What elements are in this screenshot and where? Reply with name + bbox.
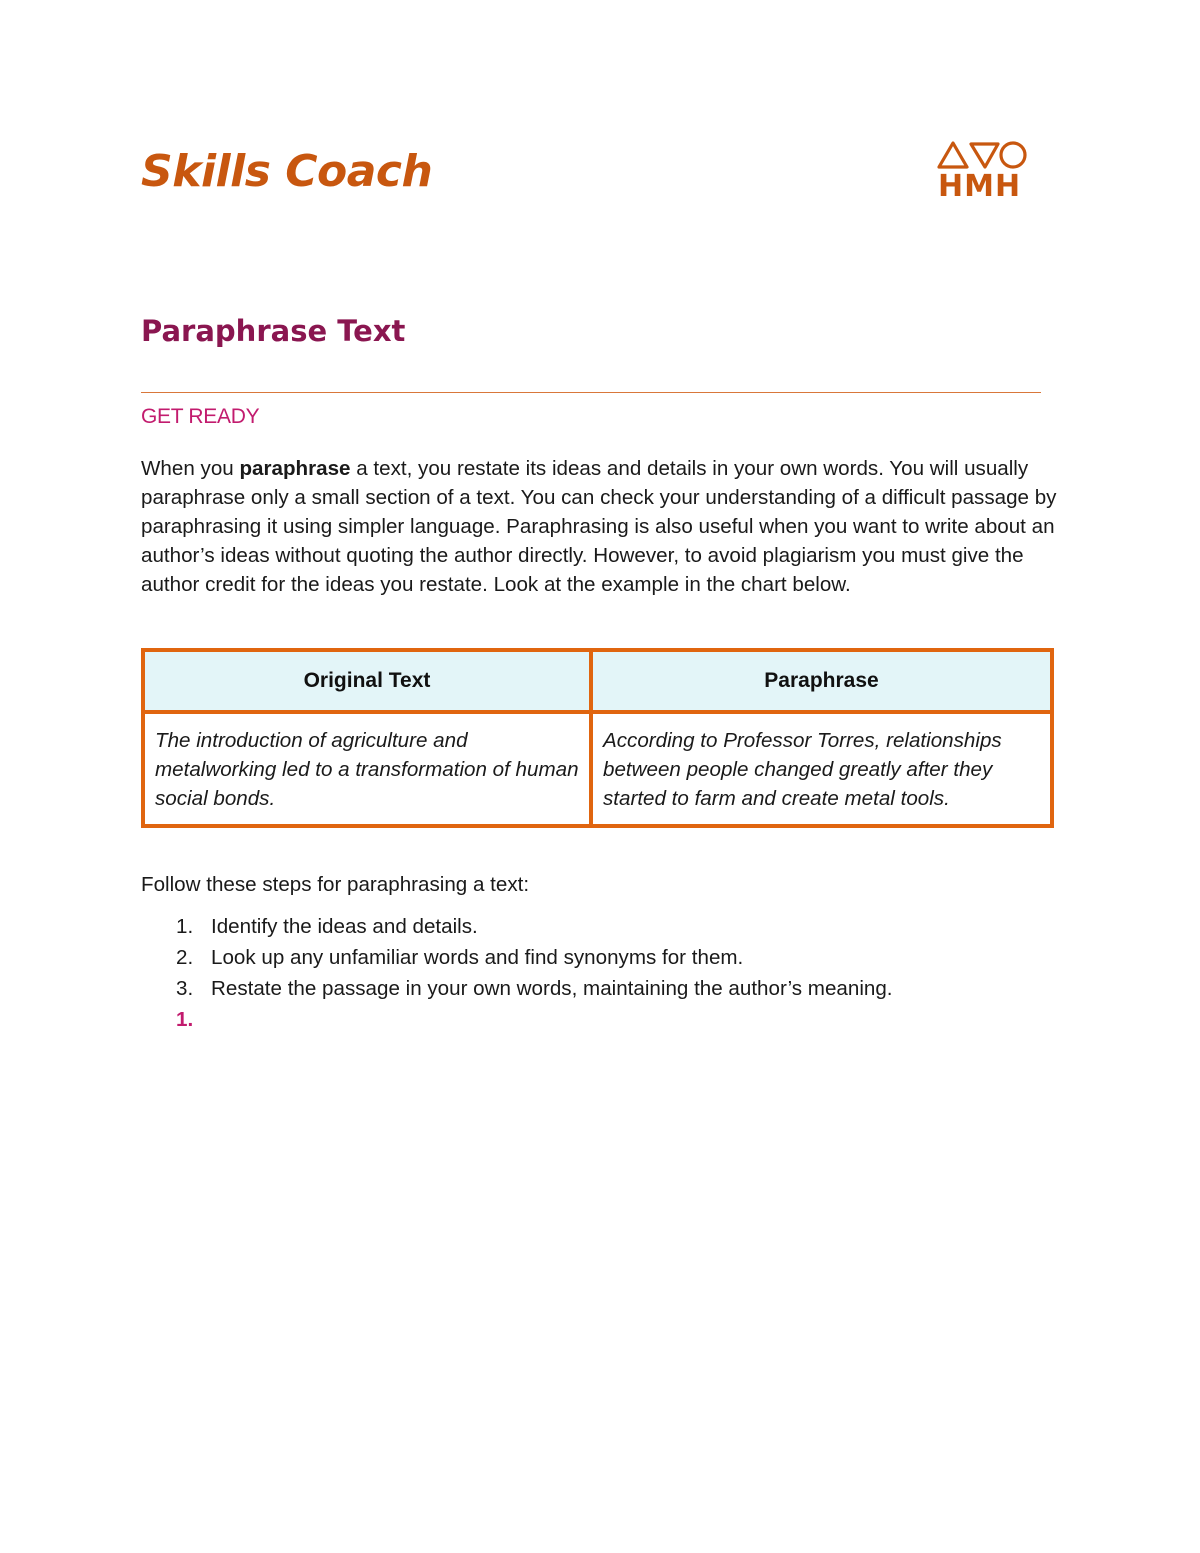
chart-cell-original: The introduction of agriculture and metalworking led to a transformation of human social bonds. xyxy=(143,712,591,826)
paraphrase-chart xyxy=(141,648,1054,828)
list-item-number: 1. xyxy=(176,915,194,938)
list-item xyxy=(176,911,893,942)
list-item-number: 1. xyxy=(176,1008,194,1031)
brand-title: Skills Coach xyxy=(141,146,433,197)
list-item xyxy=(176,973,893,1004)
get-ready-heading: GET READY xyxy=(141,405,260,428)
intro-text-before: When you xyxy=(141,457,240,480)
list-item-text: Identify the ideas and details. xyxy=(211,915,478,938)
list-item-number: 3. xyxy=(176,977,194,1000)
list-item-text: Restate the passage in your own words, maintaining the author’s meaning. xyxy=(211,977,893,1000)
logo-wordmark: HMH xyxy=(938,169,1022,204)
chart-cell-paraphrase: According to Professor Torres, relationships between people changed greatly after they started to farm and create metal tools. xyxy=(591,712,1052,826)
triangle-triangle-circle-icon xyxy=(936,140,1030,170)
steps-list xyxy=(176,911,893,1035)
chart-header-paraphrase: Paraphrase xyxy=(591,650,1052,712)
list-item-text: Look up any unfamiliar words and find synonyms for them. xyxy=(211,946,744,969)
chart-row xyxy=(143,712,1052,826)
intro-key-term: paraphrase xyxy=(239,457,351,480)
list-item xyxy=(176,1004,893,1035)
intro-paragraph xyxy=(141,455,1061,600)
intro-text-after: a text, you restate its ideas and details in your own words. You will usually paraphrase only a small section of a text. You can check your understanding of a difficult passage by paraphrasing it using simpler language. Paraphrasing is also useful when you want to write about an author’s ideas without quoting the author directly. However, to avoid plagiarism you must give the author credit for the ideas you restate. Look at the example in the chart below. xyxy=(141,457,1057,596)
steps-intro: Follow these steps for paraphrasing a text: xyxy=(141,873,530,896)
hmh-logo xyxy=(936,140,1030,206)
section-divider xyxy=(141,392,1041,393)
list-item-number: 2. xyxy=(176,946,194,969)
chart-header-row xyxy=(143,650,1052,712)
section-title: Paraphrase Text xyxy=(141,314,406,348)
chart-header-original: Original Text xyxy=(143,650,591,712)
list-item-text xyxy=(211,1008,217,1031)
list-item xyxy=(176,942,893,973)
